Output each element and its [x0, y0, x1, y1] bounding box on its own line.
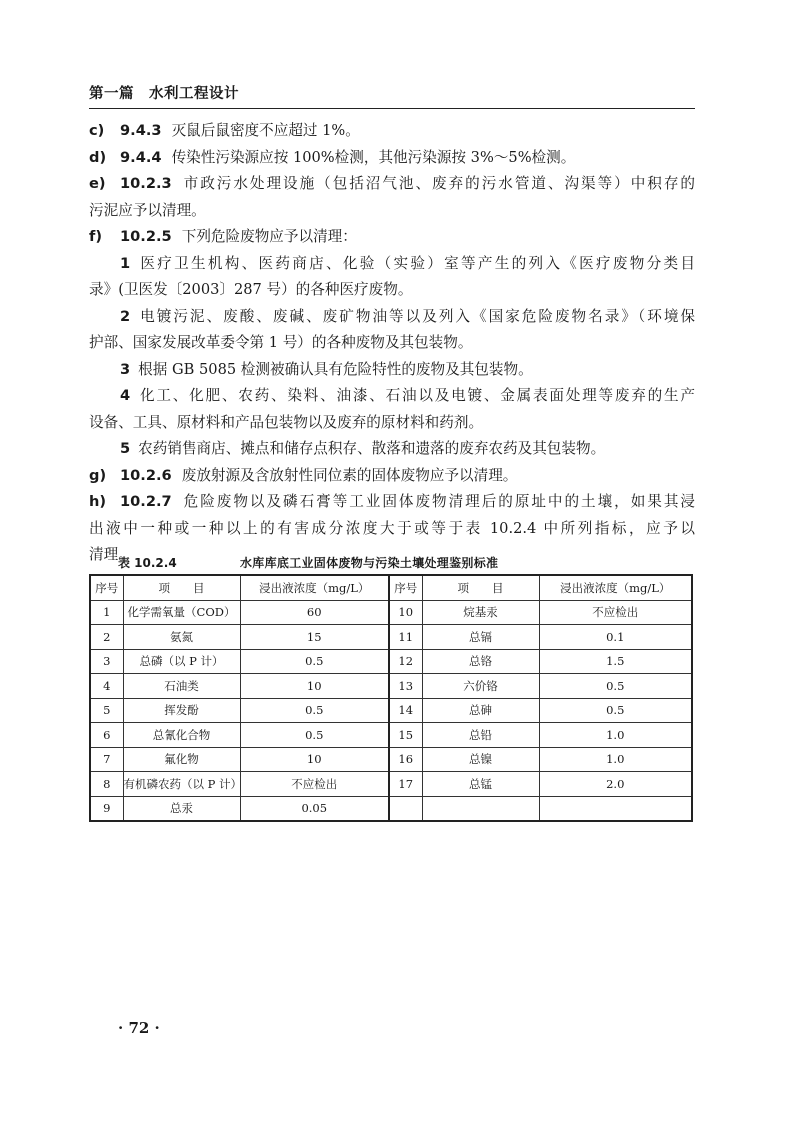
running-header [89, 82, 695, 109]
row-number: 11 [389, 625, 422, 650]
row-item: 总汞 [123, 796, 240, 821]
list-text: 根据 GB 5085 检测被确认具有危险特性的废物及其包装物。 [138, 360, 533, 378]
clause-text: 污泥应予以清理。 [89, 201, 206, 219]
row-concentration: 1.5 [539, 649, 692, 674]
item-tag: f) [89, 228, 103, 245]
clause-number: 9.4.3 [120, 122, 162, 139]
list-text: 医疗卫生机构、医药商店、化验（实验）室等产生的列入《医疗废物分类目 [138, 254, 695, 272]
clause-number: 9.4.4 [120, 148, 162, 166]
clause-h-cont [89, 516, 695, 543]
clause-number: 10.2.6 [120, 466, 172, 484]
clause-text: 危险废物以及磷石膏等工业固体废物清理后的原址中的土壤，如果其浸 [181, 493, 695, 510]
row-number: 9 [90, 796, 123, 821]
list-item-cont [89, 277, 695, 304]
row-item: 总锰 [422, 772, 539, 797]
list-number: 4 [120, 387, 131, 404]
row-number: 2 [90, 625, 123, 650]
row-item: 总砷 [422, 698, 539, 723]
list-text: 护部、国家发展改革委令第 1 号）的各种废物及其包装物。 [89, 334, 473, 351]
clause-text: 出液中一种或一种以上的有害成分浓度大于或等于表 10.2.4 中所列指标，应予以 [89, 519, 695, 537]
row-number: 3 [90, 649, 123, 674]
header-item: 项 目 [123, 575, 240, 600]
clause-g [89, 463, 695, 490]
row-concentration: 不应检出 [539, 600, 692, 625]
row-concentration: 10 [240, 747, 389, 772]
table-row [90, 747, 692, 772]
row-item: 总镍 [422, 747, 539, 772]
clause-text: 灭鼠后鼠密度不应超过 1%。 [171, 122, 360, 139]
row-item: 六价铬 [422, 674, 539, 699]
clause-e-cont [89, 198, 695, 225]
row-number: 17 [389, 772, 422, 797]
row-item: 氨氮 [123, 625, 240, 650]
clause-text: 清理。 [89, 546, 133, 563]
row-concentration: 0.5 [539, 674, 692, 699]
list-number: 5 [120, 440, 131, 457]
table-row [90, 698, 692, 723]
list-item [89, 383, 695, 410]
table-row [90, 772, 692, 797]
row-number: 14 [389, 698, 422, 723]
chapter-title: 第一篇 水利工程设计 [89, 86, 239, 102]
row-concentration: 0.5 [539, 698, 692, 723]
row-number: 6 [90, 723, 123, 748]
row-number: 16 [389, 747, 422, 772]
row-concentration: 0.5 [240, 698, 389, 723]
list-text: 设备、工具、原材料和产品包装物以及废弃的原材料和药剂。 [89, 413, 484, 431]
row-item: 挥发酚 [123, 698, 240, 723]
row-concentration: 2.0 [539, 772, 692, 797]
table-number: 表 10.2.4 [118, 556, 177, 570]
table-row [90, 600, 692, 625]
list-item [89, 304, 695, 331]
row-concentration: 15 [240, 625, 389, 650]
clause-text: 市政污水处理设施（包括沼气池、废弃的污水管道、沟渠等）中积存的 [181, 175, 695, 192]
clause-h [89, 489, 695, 516]
row-item: 总铅 [422, 723, 539, 748]
list-text: 农药销售商店、摊点和储存点积存、散落和遗落的废弃农药及其包装物。 [138, 440, 606, 457]
list-text: 录》(卫医发〔2003〕287 号）的各种医疗废物。 [89, 281, 413, 298]
row-item: 石油类 [123, 674, 240, 699]
row-item: 烷基汞 [422, 600, 539, 625]
list-text: 化工、化肥、农药、染料、油漆、石油以及电镀、金属表面处理等废弃的生产 [138, 387, 695, 404]
clause-number: 10.2.3 [120, 175, 172, 192]
list-item-cont [89, 410, 695, 437]
row-item: 总磷（以 P 计） [123, 649, 240, 674]
list-number: 2 [120, 307, 131, 325]
row-item [422, 796, 539, 821]
header-conc: 浸出液浓度（mg/L） [240, 575, 389, 600]
item-tag: d) [89, 148, 107, 166]
clause-number: 10.2.5 [120, 228, 172, 245]
header-item: 项 目 [422, 575, 539, 600]
standards-table [89, 574, 693, 822]
row-number [389, 796, 422, 821]
page-number: · 72 · [118, 1019, 160, 1037]
list-text: 电镀污泥、废酸、废碱、废矿物油等以及列入《国家危险废物名录》（环境保 [138, 307, 695, 325]
row-item: 总铬 [422, 649, 539, 674]
clause-text: 传染性污染源应按 100%检测，其他污染源按 3%～5%检测。 [171, 148, 576, 166]
item-tag: g) [89, 466, 107, 484]
row-concentration: 不应检出 [240, 772, 389, 797]
table-title: 水库库底工业固体废物与污染土壤处理鉴别标准 [240, 556, 499, 570]
row-item: 总镉 [422, 625, 539, 650]
row-number: 1 [90, 600, 123, 625]
list-item [89, 357, 695, 384]
row-item: 氟化物 [123, 747, 240, 772]
clause-text: 下列危险废物应予以清理： [181, 228, 357, 245]
row-concentration: 0.5 [240, 649, 389, 674]
row-concentration: 1.0 [539, 747, 692, 772]
header-no: 序号 [389, 575, 422, 600]
list-item [89, 251, 695, 278]
list-number: 1 [120, 254, 131, 272]
row-number: 5 [90, 698, 123, 723]
row-number: 4 [90, 674, 123, 699]
clause-text: 废放射源及含放射性同位素的固体废物应予以清理。 [181, 466, 518, 484]
item-tag: h) [89, 493, 107, 510]
header-no: 序号 [90, 575, 123, 600]
table-row [90, 674, 692, 699]
row-concentration: 10 [240, 674, 389, 699]
list-item [89, 436, 695, 463]
row-item: 化学需氧量（COD） [123, 600, 240, 625]
row-item: 有机磷农药（以 P 计） [123, 772, 240, 797]
row-number: 12 [389, 649, 422, 674]
clause-f [89, 224, 695, 251]
row-concentration: 1.0 [539, 723, 692, 748]
list-number: 3 [120, 360, 131, 378]
header-conc: 浸出液浓度（mg/L） [539, 575, 692, 600]
body-text [89, 118, 695, 569]
row-concentration: 0.5 [240, 723, 389, 748]
table-row [90, 625, 692, 650]
row-concentration: 60 [240, 600, 389, 625]
table-header-row [90, 575, 692, 600]
table-row [90, 723, 692, 748]
table-row [90, 649, 692, 674]
row-concentration [539, 796, 692, 821]
row-number: 10 [389, 600, 422, 625]
clause-number: 10.2.7 [120, 493, 172, 510]
clause-c [89, 118, 695, 145]
item-tag: c) [89, 122, 105, 139]
row-number: 15 [389, 723, 422, 748]
row-concentration: 0.1 [539, 625, 692, 650]
row-item: 总氰化合物 [123, 723, 240, 748]
table-row [90, 796, 692, 821]
row-number: 7 [90, 747, 123, 772]
row-number: 8 [90, 772, 123, 797]
clause-d [89, 145, 695, 172]
clause-e [89, 171, 695, 198]
row-number: 13 [389, 674, 422, 699]
item-tag: e) [89, 175, 106, 192]
row-concentration: 0.05 [240, 796, 389, 821]
list-item-cont [89, 330, 695, 357]
